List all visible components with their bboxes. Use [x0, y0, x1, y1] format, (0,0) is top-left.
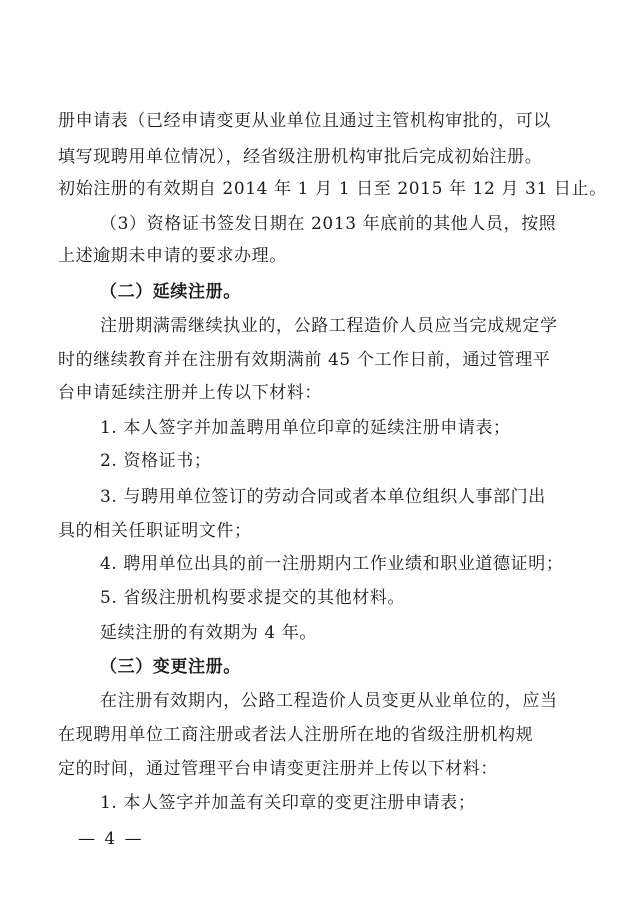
list-item: 2. 资格证书；: [100, 451, 212, 471]
list-item: 1. 本人签字并加盖聘用单位印章的延续注册申请表；: [100, 418, 511, 438]
body-text-line: 在注册有效期内，公路工程造价人员变更从业单位的，应当: [100, 691, 558, 711]
section-heading: （三）变更注册。: [100, 657, 241, 677]
list-item: 3. 与聘用单位签订的劳动合同或者本单位组织人事部门出: [100, 487, 546, 507]
body-text-line: 定的时间，通过管理平台申请变更注册并上传以下材料：: [58, 759, 498, 779]
body-text-line: 时的继续教育并在注册有效期满前 45 个工作日前，通过管理平: [58, 350, 551, 370]
body-text-line: （3）资格证书签发日期在 2013 年底前的其他人员，按照: [100, 214, 557, 234]
section-heading: （二）延续注册。: [100, 282, 241, 302]
list-item: 5. 省级注册机构要求提交的其他材料。: [100, 588, 406, 608]
body-text-line: 台申请延续注册并上传以下材料：: [58, 383, 322, 403]
page-number: — 4 —: [78, 829, 144, 849]
body-text-line: 初始注册的有效期自 2014 年 1 月 1 日至 2015 年 12 月 31 日止。: [58, 179, 607, 199]
list-item: 1. 本人签字并加盖有关印章的变更注册申请表；: [100, 793, 476, 813]
body-text-line: 册申请表（已经申请变更从业单位且通过主管机构审批的，可以: [58, 111, 551, 131]
body-text-line: 在现聘用单位工商注册或者法人注册所在地的省级注册机构规: [58, 725, 534, 745]
body-text-line: 注册期满需继续执业的，公路工程造价人员应当完成规定学: [100, 316, 558, 336]
body-text-line: 具的相关任职证明文件；: [58, 521, 252, 541]
body-text-line: 填写现聘用单位情况），经省级注册机构审批后完成初始注册。: [58, 147, 543, 167]
list-item: 4. 聘用单位出具的前一注册期内工作业绩和职业道德证明；: [100, 554, 564, 574]
body-text-line: 延续注册的有效期为 4 年。: [100, 623, 318, 643]
body-text-line: 上述逾期未申请的要求办理。: [58, 246, 287, 266]
